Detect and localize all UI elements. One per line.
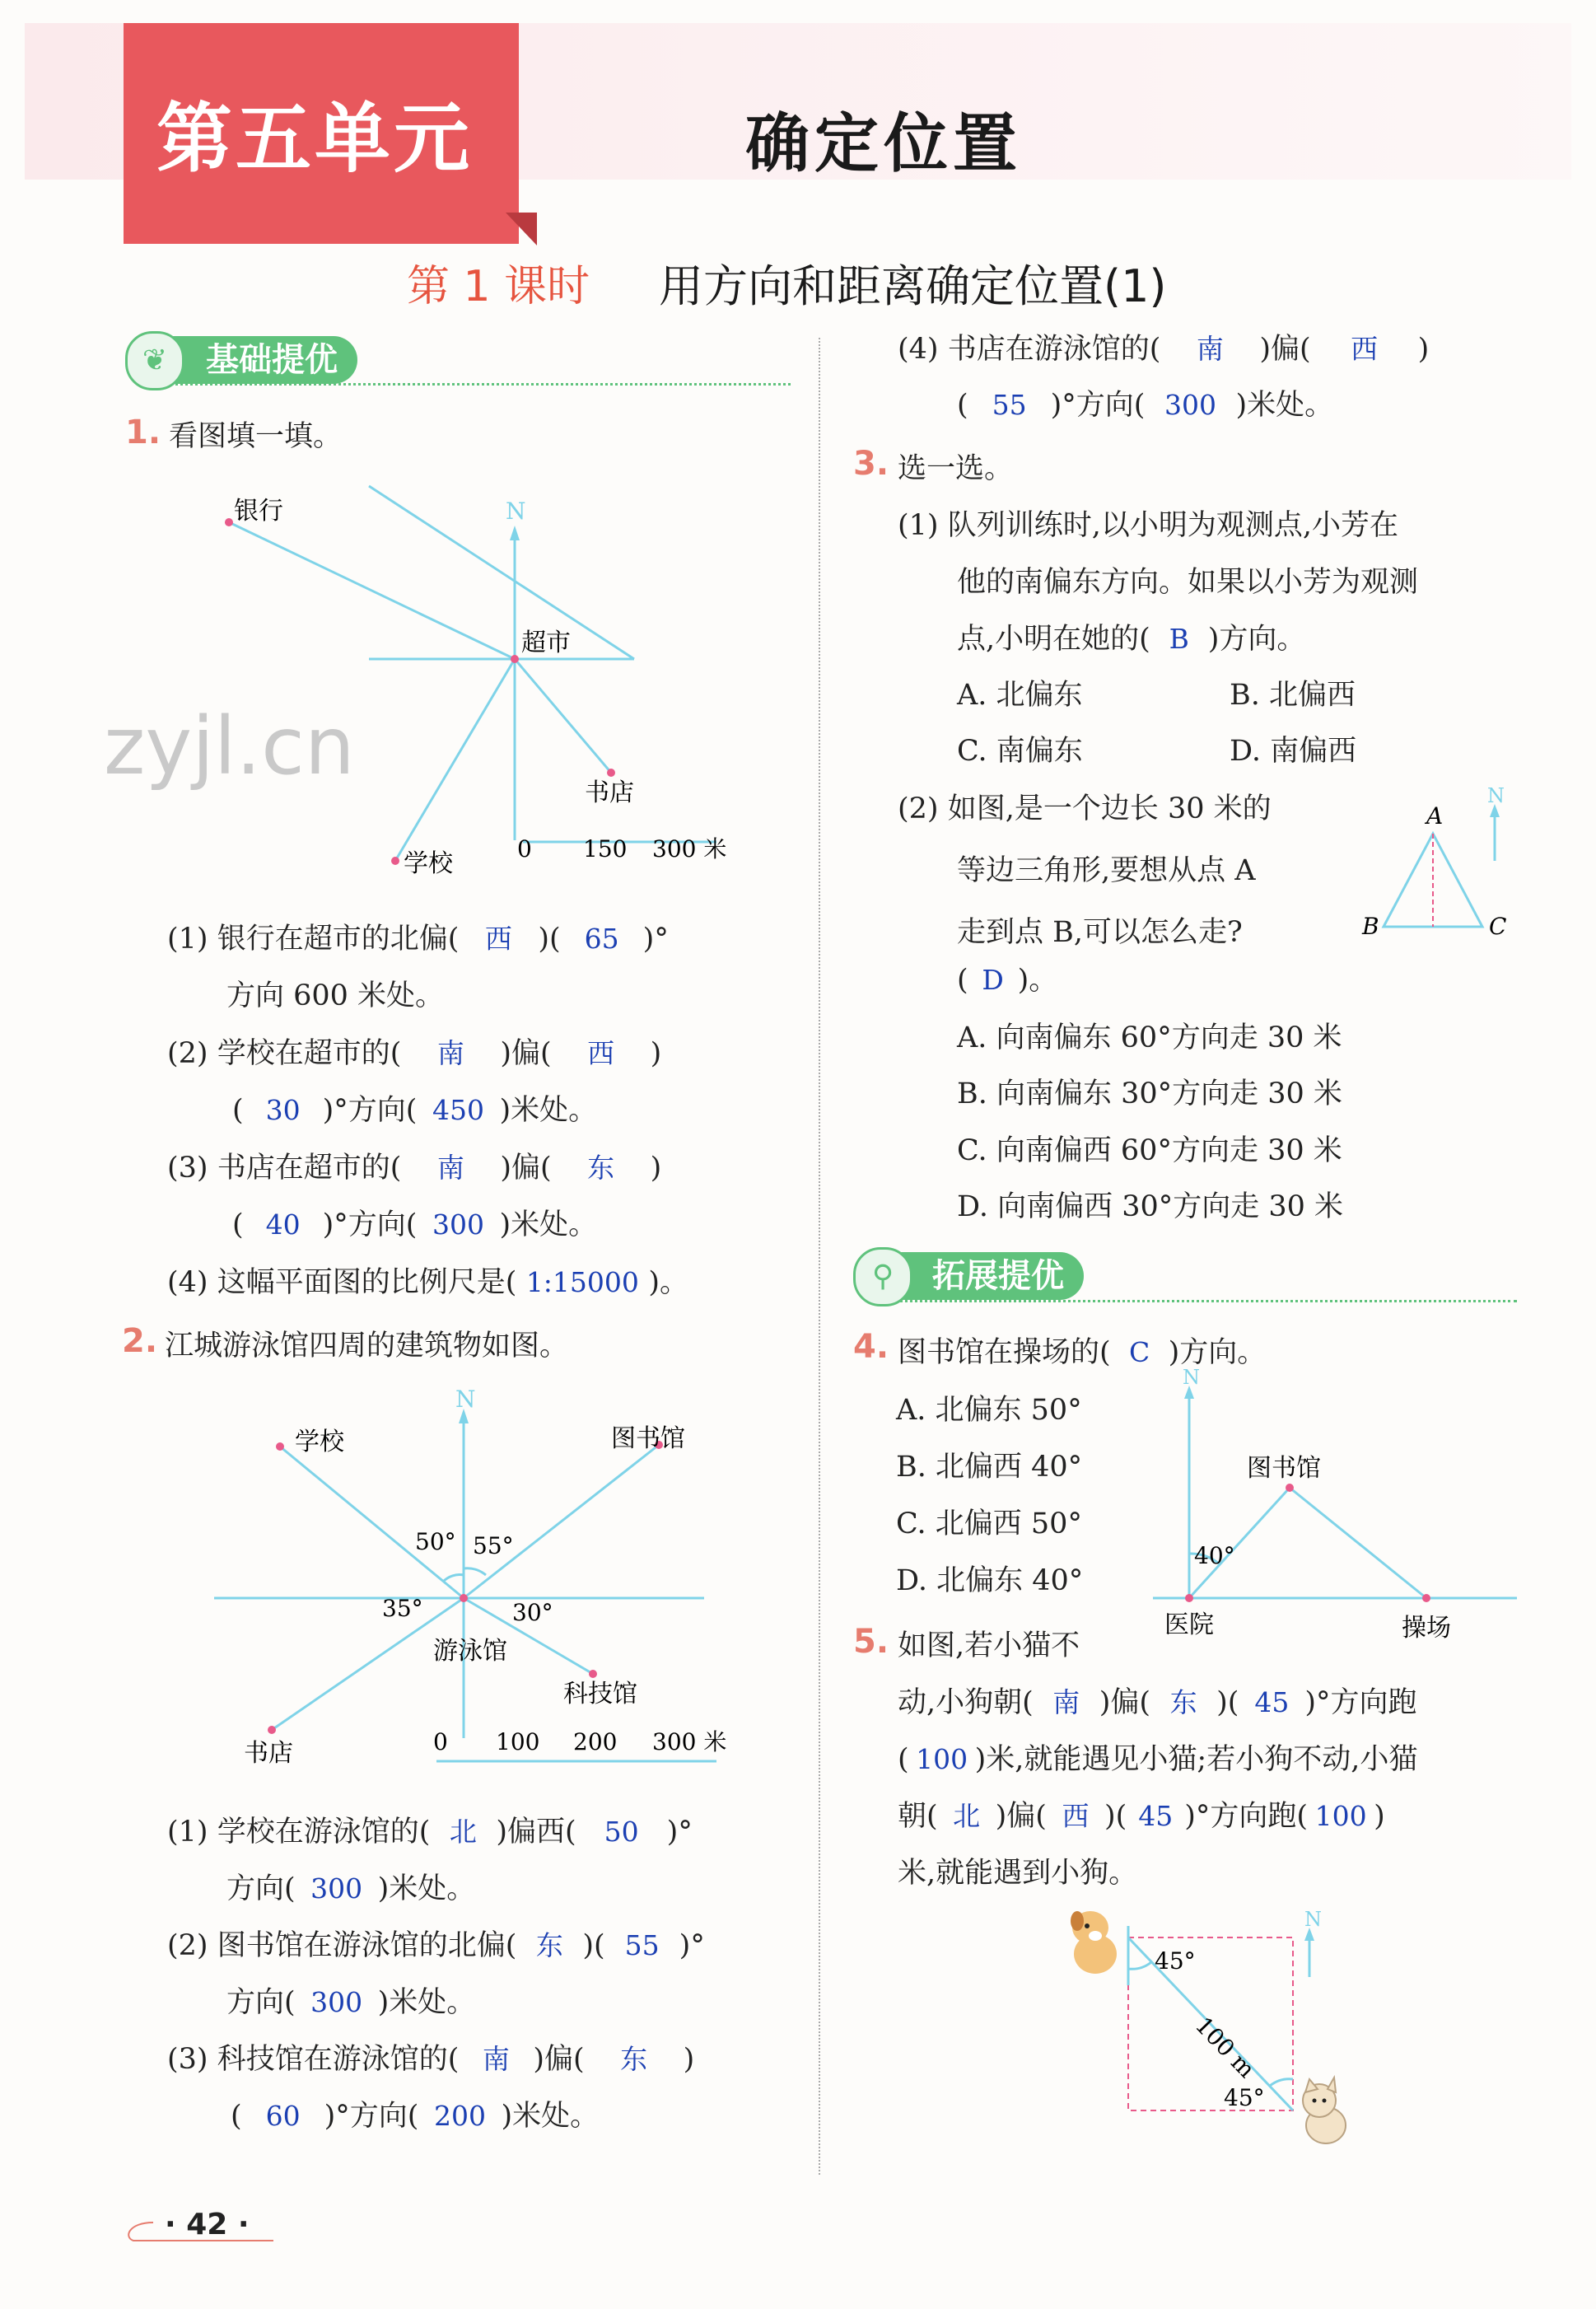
angle-50: 50° — [415, 1528, 456, 1555]
scale-0: 0 — [433, 1728, 448, 1755]
q2-part2-line1: (2) 图书馆在游泳馆的北偏( 东 )( 55 )° — [167, 1929, 705, 1962]
q3-s2-line1: (2) 如图,是一个边长 30 米的 — [898, 792, 1272, 825]
dog-icon — [1071, 1911, 1117, 1974]
scale-0: 0 — [517, 835, 532, 862]
q3-opt2-a: A. 向南偏东 60°方向走 30 米 — [957, 1021, 1342, 1054]
q1-part3-line1: (3) 书店在超市的( 南 )偏( 东 ) — [167, 1152, 662, 1185]
label-north: N — [506, 498, 526, 525]
bookstore-point — [268, 1726, 276, 1734]
page-number: · 42 · — [165, 2208, 250, 2241]
pool-point — [460, 1594, 468, 1602]
section-header-basic: 基础提优 — [132, 336, 357, 384]
q3-stem: 选一选。 — [898, 452, 1014, 485]
q3-s2-line4: ( D )。 — [957, 964, 1058, 997]
library-point — [1286, 1484, 1294, 1492]
label-pool: 游泳馆 — [433, 1637, 507, 1666]
q4-opt-a: A. 北偏东 50° — [896, 1394, 1082, 1427]
q3-triangle-diagram — [1351, 783, 1524, 947]
q3-s2-line3: 走到点 B,可以怎么走? — [957, 916, 1243, 949]
section-underline — [889, 1300, 1517, 1302]
q2-stem: 江城游泳馆四周的建筑物如图。 — [165, 1330, 569, 1362]
label-playground: 操场 — [1402, 1614, 1451, 1643]
q1-part1-line2: 方向 600 米处。 — [226, 979, 445, 1012]
question-number-4: 4. — [853, 1328, 889, 1366]
q5-line4: 朝( 北 )偏( 西 )( 45 )°方向跑( 100 ) — [898, 1800, 1385, 1833]
watermark: zyjl.cn — [104, 700, 355, 792]
column-divider — [819, 338, 820, 2175]
q4-diagram — [1153, 1366, 1524, 1648]
q5-line3: ( 100 )米,就能遇见小猫;若小狗不动,小猫 — [898, 1743, 1418, 1776]
angle-35: 35° — [382, 1595, 423, 1622]
scale-300: 300 米 — [652, 835, 727, 862]
scale-100: 100 — [496, 1728, 540, 1755]
q1-part2-line1: (2) 学校在超市的( 南 )偏( 西 ) — [167, 1037, 662, 1070]
page-title: 确定位置 — [745, 107, 1023, 181]
q3-opt2-d: D. 向南偏西 30°方向走 30 米 — [957, 1190, 1344, 1223]
q2-part3-line1: (3) 科技馆在游泳馆的( 南 )偏( 东 ) — [167, 2043, 695, 2076]
angle-55: 55° — [473, 1532, 514, 1559]
q1-stem: 看图填一填。 — [169, 420, 343, 453]
question-number-5: 5. — [853, 1623, 889, 1661]
angle-45-top: 45° — [1155, 1947, 1196, 1975]
label-library: 图书馆 — [611, 1424, 685, 1453]
q5-line2: 动,小狗朝( 南 )偏( 东 )( 45 )°方向跑 — [898, 1686, 1417, 1719]
vertex-b: B — [1362, 913, 1379, 940]
label-bookstore: 书店 — [585, 778, 634, 807]
distance-label: 100 m — [1189, 2011, 1261, 2083]
question-number-2: 2. — [122, 1322, 158, 1360]
unit-title: 第五单元 — [156, 95, 474, 183]
q3-opt1-b: B. 北偏西 — [1230, 679, 1356, 712]
q4-opt-d: D. 北偏东 40° — [896, 1564, 1084, 1597]
q3-opt1-d: D. 南偏西 — [1230, 735, 1357, 768]
lesson-label: 第 1 课时 — [407, 262, 590, 311]
label-library: 图书馆 — [1247, 1454, 1321, 1483]
q3-opt2-b: B. 向南偏东 30°方向走 30 米 — [957, 1077, 1342, 1110]
label-school: 学校 — [404, 849, 453, 878]
angle-40: 40° — [1194, 1542, 1235, 1569]
label-science: 科技馆 — [563, 1680, 637, 1708]
q3-s2-line2: 等边三角形,要想从点 A — [957, 854, 1256, 887]
q2-part1-line2: 方向( 300 )米处。 — [226, 1872, 476, 1905]
q4-opt-c: C. 北偏西 50° — [896, 1507, 1082, 1540]
q2-part1-line1: (1) 学校在游泳馆的( 北 )偏西( 50 )° — [167, 1816, 693, 1849]
q5-diagram — [1054, 1903, 1367, 2150]
scale-200: 200 — [573, 1728, 618, 1755]
school-point — [276, 1442, 284, 1451]
q2-part4-line1: (4) 书店在游泳馆的( 南 )偏( 西 ) — [898, 333, 1430, 366]
angle-30: 30° — [512, 1599, 553, 1626]
q3-s1-line3: 点,小明在她的( B )方向。 — [957, 623, 1306, 656]
label-north: N — [1487, 784, 1505, 807]
school-point — [391, 857, 399, 865]
q4-stem: 图书馆在操场的( C )方向。 — [898, 1336, 1267, 1369]
q3-opt2-c: C. 向南偏西 60°方向走 30 米 — [957, 1134, 1342, 1167]
q3-opt1-a: A. 北偏东 — [957, 679, 1083, 712]
q1-part3-line2: ( 40 )°方向( 300 )米处。 — [232, 1208, 598, 1241]
question-number-3: 3. — [853, 445, 889, 483]
label-north: N — [1183, 1366, 1200, 1389]
market-point — [511, 655, 519, 663]
q1-part4: (4) 这幅平面图的比例尺是( 1:15000 )。 — [167, 1266, 689, 1299]
q2-diagram — [198, 1386, 758, 1779]
lesson-title: 用方向和距离确定位置(1) — [659, 260, 1167, 312]
q4-opt-b: B. 北偏西 40° — [896, 1451, 1083, 1484]
q1-diagram — [198, 486, 758, 898]
north-arrow-icon — [510, 526, 520, 540]
q1-part1-line1: (1) 银行在超市的北偏( 西 )( 65 )° — [167, 923, 669, 956]
bank-point — [225, 518, 233, 526]
q2-part4-line2: ( 55 )°方向( 300 )米处。 — [957, 389, 1334, 422]
scale-150: 150 — [583, 835, 628, 862]
question-number-1: 1. — [125, 414, 161, 451]
q5-line1: 如图,若小猫不 — [898, 1629, 1080, 1662]
q5-line5: 米,就能遇到小狗。 — [898, 1857, 1138, 1890]
angle-45-bottom: 45° — [1224, 2084, 1265, 2111]
q2-part2-line2: 方向( 300 )米处。 — [226, 1986, 476, 2019]
label-school: 学校 — [295, 1428, 344, 1456]
scale-300: 300 米 — [652, 1728, 727, 1755]
q2-part3-line2: ( 60 )°方向( 200 )米处。 — [231, 2100, 600, 2133]
label-market: 超市 — [521, 629, 571, 657]
bookstore-point — [607, 769, 615, 777]
magnifier-icon: ⚲ — [853, 1247, 912, 1306]
science-point — [589, 1670, 597, 1678]
label-north: N — [455, 1386, 476, 1413]
q3-s1-line2: 他的南偏东方向。如果以小芳为观测 — [957, 566, 1419, 599]
hospital-point — [1185, 1594, 1193, 1602]
playground-point — [1422, 1594, 1430, 1602]
section-header-extend: 拓展提优 — [858, 1252, 1084, 1300]
vertex-a: A — [1426, 802, 1444, 830]
q1-part2-line2: ( 30 )°方向( 450 )米处。 — [232, 1094, 598, 1127]
cat-icon — [1303, 2078, 1346, 2143]
vertex-c: C — [1489, 913, 1507, 940]
label-north: N — [1304, 1908, 1322, 1931]
q3-opt1-c: C. 南偏东 — [957, 735, 1083, 768]
sprout-icon: ❦ — [125, 331, 184, 390]
unit-banner-fold — [506, 213, 537, 245]
label-bookstore: 书店 — [244, 1739, 293, 1768]
q3-s1-line1: (1) 队列训练时,以小明为观测点,小芳在 — [898, 509, 1398, 542]
label-bank: 银行 — [234, 497, 283, 526]
label-hospital: 医院 — [1164, 1610, 1214, 1639]
